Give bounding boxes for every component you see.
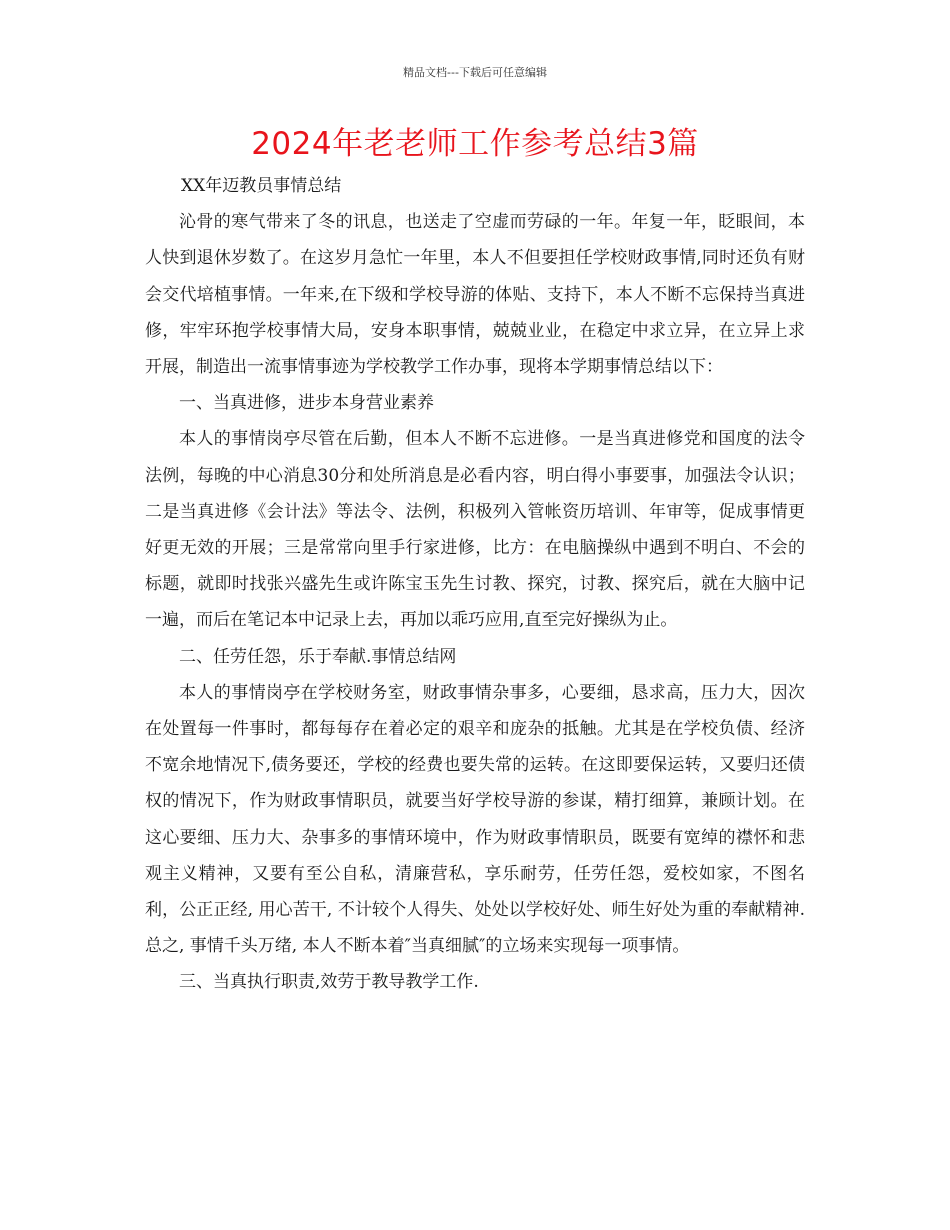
- document-title: 2024年老老师工作参考总结3篇: [251, 126, 699, 162]
- section-heading-3: 三、当真执行职责,效劳于教导教学工作.: [179, 972, 479, 993]
- paragraph-intro: 沁骨的寒气带来了冬的讯息，也送走了空虚而劳碌的一年。年复一年，眨眼间，本人快到退休岁数了。在这岁月急忙一年里，本人不但要担任学校财政事情,同时还负有财会交代培植事情。一年来,在下级和学校导游的体贴、支持下，本人不断不忘保持当真进修，牢牢环抱学校事情大局，安身本职事情，兢兢业业，在稳定中求立异，在立异上求开展，制造出一流事情事迹为学校教学工作办事，现将本学期事情总结以下：: [145, 212, 805, 378]
- document-body: [145, 168, 805, 1001]
- section-heading-1: 一、当真进修，进步本身营业素养: [179, 393, 434, 414]
- header-note: 精品文档---下载后可任意编辑: [403, 66, 547, 79]
- paragraph-section-2: 本人的事情岗亭在学校财务室，财政事情杂事多，心要细，恳求高，压力大，因次在处置每一件事时，都每每存在着必定的艰辛和庞杂的抵触。尤其是在学校负债、经济不宽余地情况下,债务要还，学校的经费也要失常的运转。在这即要保运转，又要归还债权的情况下，作为财政事情职员，就要当好学校导游的参谋，精打细算，兼顾计划。在这心要细、压力大、杂事多的事情环境中，作为财政事情职员，既要有宽绰的襟怀和悲观主义精神，又要有至公自私，清廉营私，享乐耐劳，任劳任怨，爱校如家，不图名利，公正正经, 用心苦干, 不计较个人得失、处处以学校好处、师生好处为重的奉献精神. 总之, 事情千头万绪, 本人不断本着″当真细腻″的立场来实现每一项事情。: [145, 682, 805, 957]
- paragraph-section-1: 本人的事情岗亭尽管在后勤，但本人不断不忘进修。一是当真进修党和国度的法令法例，每晚的中心消息30分和处所消息是必看内容，明白得小事要事，加强法令认识；二是当真进修《会计法》等法令、法例，积极列入管帐资历培训、年审等，促成事情更好更无效的开展；三是常常向里手行家进修，比方：在电脑操纵中遇到不明白、不会的标题，就即时找张兴盛先生或许陈宝玉先生讨教、探究，讨教、探究后，就在大脑中记一遍，而后在笔记本中记录上去，再加以乖巧应用,直至完好操纵为止。: [145, 429, 805, 631]
- section-heading-2: 二、任劳任怨，乐于奉献.事情总结网: [179, 646, 457, 667]
- subtitle: XX年迈教员事情总结: [181, 176, 342, 196]
